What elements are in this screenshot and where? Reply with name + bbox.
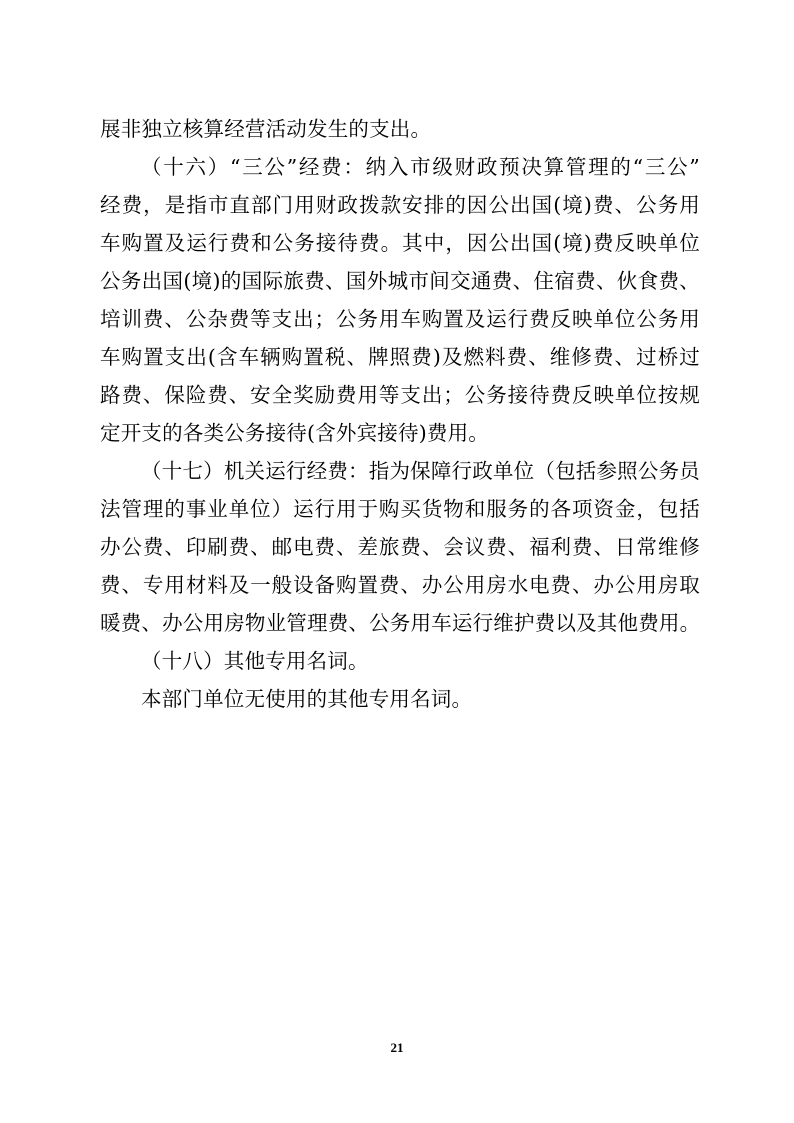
text-line: 展非独立核算经营活动发生的支出。	[100, 117, 432, 141]
text-line: 培训费、公杂费等支出；公务用车购置及运行费反映单位公务用	[100, 307, 700, 331]
text-line: 经费，是指市直部门用财政拨款安排的因公出国(境)费、公务用	[100, 193, 700, 217]
page-number: 21	[390, 1040, 404, 1055]
text-line: 法管理的事业单位）运行用于购买货物和服务的各项资金，包括	[100, 497, 700, 521]
text-line: 车购置及运行费和公务接待费。其中，因公出国(境)费反映单位	[100, 231, 700, 255]
paragraph-heading-16: （十六）“三公”经费：纳入市级财政预决算管理的“三公”	[141, 155, 700, 179]
text-line: 定开支的各类公务接待(含外宾接待)费用。	[100, 421, 489, 445]
text-line: 本部门单位无使用的其他专用名词。	[141, 687, 473, 711]
text-line: 费、专用材料及一般设备购置费、办公用房水电费、办公用房取	[100, 573, 700, 597]
text-line: 路费、保险费、安全奖励费用等支出；公务接待费反映单位按规	[100, 383, 700, 407]
text-line: 车购置支出(含车辆购置税、牌照费)及燃料费、维修费、过桥过	[100, 345, 700, 369]
text-line: 办公费、印刷费、邮电费、差旅费、会议费、福利费、日常维修	[100, 535, 700, 559]
paragraph-heading-18: （十八）其他专用名词。	[141, 649, 369, 673]
text-line: 暖费、办公用房物业管理费、公务用车运行维护费以及其他费用。	[100, 611, 701, 635]
paragraph-heading-17: （十七）机关运行经费：指为保障行政单位（包括参照公务员	[141, 459, 700, 483]
text-line: 公务出国(境)的国际旅费、国外城市间交通费、住宿费、伙食费、	[100, 269, 700, 293]
